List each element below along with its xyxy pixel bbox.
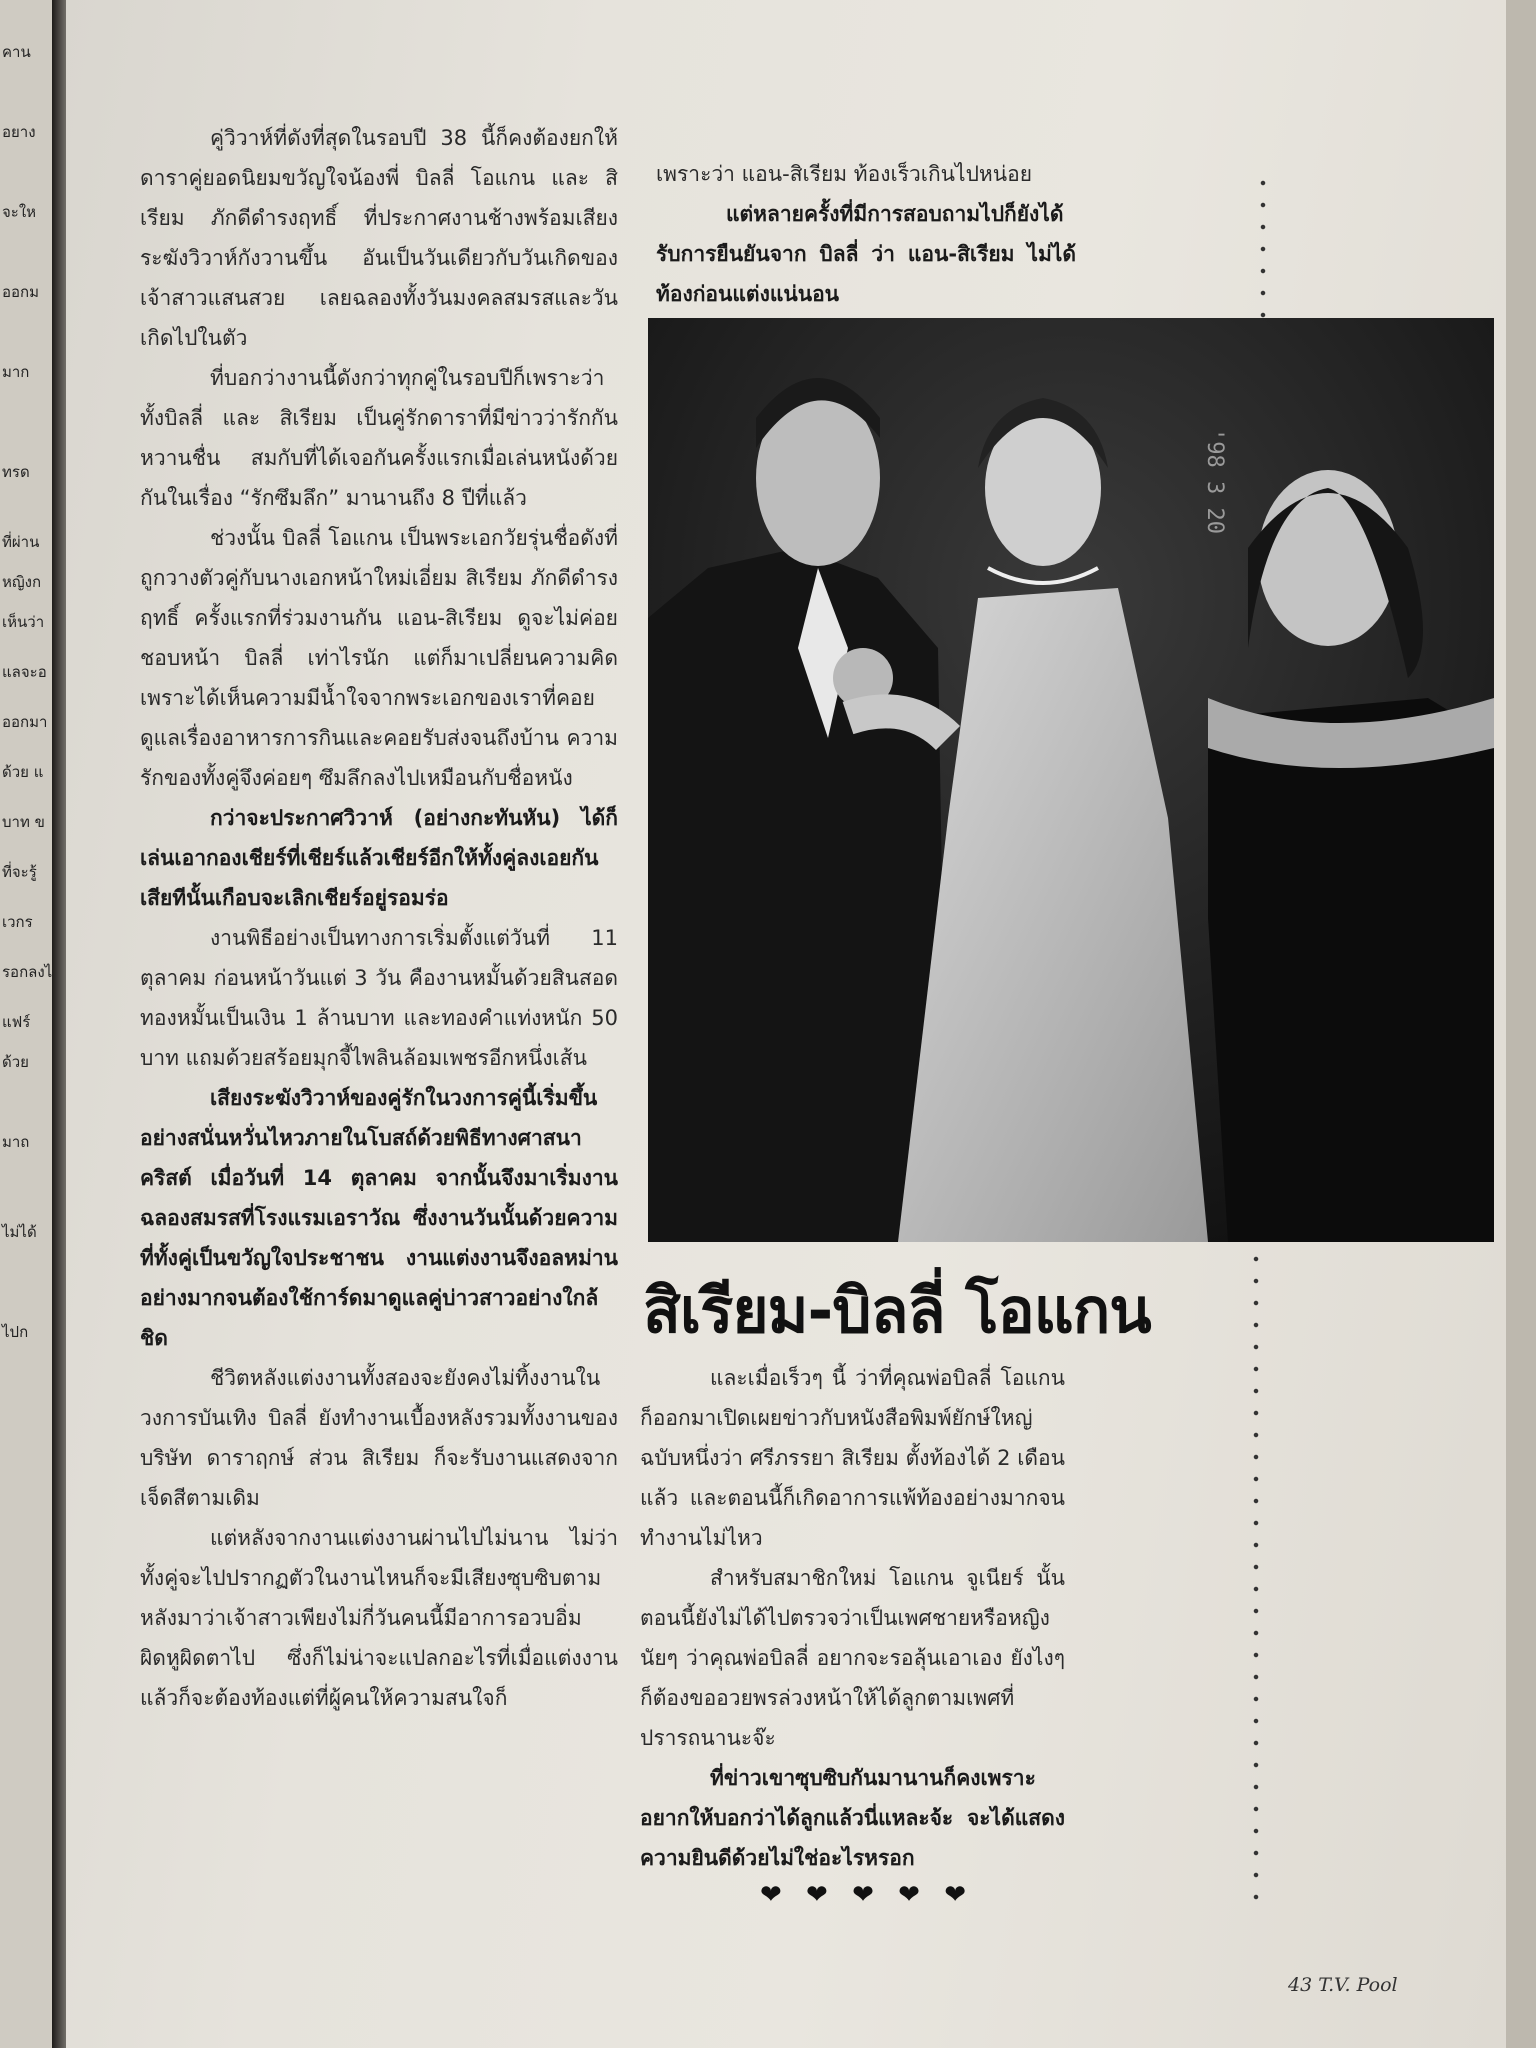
paragraph: ที่บอกว่างานนี้ดังกว่าทุกคู่ในรอบปีก็เพราะว่า ทั้งบิลลี่ และ สิเรียม เป็นคู่รักดาราที่มีข่าวว่ารักกันหวานชื่น สมกับที่ได้เจอกันครั้งแรกเมื่อเล่นหนังด้วยกันในเรื่อง “รักซึมลึก” มานานถึง 8 ปีที่แล้ว (140, 366, 618, 510)
left-page-edge (0, 0, 52, 2048)
left-margin-fragment: จะให (2, 203, 37, 221)
paragraph: เพราะว่า แอน-สิเรียม ท้องเร็วเกินไปหน่อย (656, 162, 1033, 186)
left-margin-fragment: รอกลงไ (2, 963, 52, 981)
left-margin-fragment: บาท ข (2, 813, 45, 831)
paragraph: งานพิธีอย่างเป็นทางการเริ่มตั้งแต่วันที่ 11 ตุลาคม ก่อนหน้าวันแต่ 3 วัน คืองานหมั้นด้วยสินสอดทองหมั้นเป็นเงิน 1 ล้านบาท และทองคำแท่งหนัก 50 บาท แถมด้วยสร้อยมุกจี้ไพลินล้อมเพชรอีกหนึ่งเส้น (140, 926, 618, 1070)
left-margin-fragment: ไม่ได้ (2, 1223, 37, 1241)
left-margin-fragment: มาถ (2, 1133, 30, 1151)
paragraph: กว่าจะประกาศวิวาห์ (อย่างกะทันหัน) ได้ก็เล่นเอากองเชียร์ที่เชียร์แล้วเชียร์อีกให้ทั้งคู่ลงเอยกันเสียทีนั้นเกือบจะเลิกเชียร์อยู่รอมร่อ (140, 806, 618, 910)
wedding-photo (648, 318, 1494, 1242)
paragraph: ช่วงนั้น บิลลี่ โอแกน เป็นพระเอกวัยรุ่นชื่อดังที่ถูกวางตัวคู่กับนางเอกหน้าใหม่เอี่ยม สิเรียม ภักดีดำรงฤทธิ์ ครั้งแรกที่ร่วมงานกัน แอน-สิเรียม ดูจะไม่ค่อยชอบหน้า บิลลี่ เท่าไรนัก แต่ก็มาเปลี่ยนความคิดเพราะได้เห็นความมีน้ำใจจากพระเอกของเราที่คอยดูแลเรื่องอาหารการกินและคอยรับส่งจนถึงบ้าน ความรักของทั้งคู่จึงค่อยๆ ซึมลึกลงไปเหมือนกับชื่อหนัง (140, 526, 618, 790)
dotted-divider (1260, 172, 1266, 334)
dotted-divider (1253, 1248, 1259, 1916)
photo-date-stamp: '98 3 20 (1202, 428, 1227, 534)
left-margin-fragment: คาน (2, 43, 31, 61)
left-margin-fragment: ทรด (2, 463, 30, 481)
left-margin-fragment: ด้วย (2, 1053, 29, 1071)
left-margin-fragment: ไปก (2, 1323, 29, 1341)
left-margin-fragment: แลจะอ (2, 663, 47, 681)
paragraph: แต่หลังจากงานแต่งงานผ่านไปไม่นาน ไม่ว่าทั้งคู่จะไปปรากฏตัวในงานไหนก็จะมีเสียงซุบซิบตามหลังมาว่าเจ้าสาวเพียงไม่กี่วันคนนี้มีอาการอวบอิ่มผิดหูผิดตาไป ซึ่งก็ไม่น่าจะแปลกอะไรที่เมื่อแต่งงานแล้วก็จะต้องท้องแต่ที่ผู้คนให้ความสนใจก็ (140, 1526, 618, 1710)
paragraph: คู่วิวาห์ที่ดังที่สุดในรอบปี 38 นี้ก็คงต้องยกให้ ดาราคู่ยอดนิยมขวัญใจน้องพี่ บิลลี่ โอแกน และ สิเรียม ภักดีดำรงฤทธิ์ ที่ประกาศงานช้างพร้อมเสียงระฆังวิวาห์กังวานขึ้น อันเป็นวันเดียวกับวันเกิดของเจ้าสาวแสนสวย เลยฉลองทั้งวันมงคลสมรสและวันเกิดไปในตัว (140, 126, 618, 350)
left-column-article (140, 118, 618, 1718)
page-footer: 43 T.V. Pool (1288, 1974, 1398, 1996)
left-margin-fragment: เห็นว่า (2, 613, 45, 631)
left-margin-fragment: ที่ผ่าน (2, 533, 40, 551)
left-margin-fragment: แฟร์ (2, 1013, 31, 1031)
left-margin-fragment: ที่จะรู้ (2, 863, 37, 881)
paragraph: ชีวิตหลังแต่งงานทั้งสองจะยังคงไม่ทิ้งงานในวงการบันเทิง บิลลี่ ยังทำงานเบื้องหลังรวมทั้งงานของ บริษัท ดาราฤกษ์ ส่วน สิเรียม ก็จะรับงานแสดงจากเจ็ดสีตามเดิม (140, 1366, 618, 1510)
paragraph: เสียงระฆังวิวาห์ของคู่รักในวงการคู่นี้เริ่มขึ้นอย่างสนั่นหวั่นไหวภายในโบสถ์ด้วยพิธีทางศาสนาคริสต์ เมื่อวันที่ 14 ตุลาคม จากนั้นจึงมาเริ่มงานฉลองสมรสที่โรงแรมเอราวัณ ซึ่งงานวันนั้นด้วยความที่ทั้งคู่เป็นขวัญใจประชาชน งานแต่งงานจึงอลหม่านอย่างมากจนต้องใช้การ์ดมาดูแลคู่บ่าวสาวอย่างใกล้ชิด (140, 1086, 618, 1350)
left-margin-fragment: มาก (2, 363, 30, 381)
left-margin-fragment: ด้วย แ (2, 763, 44, 781)
left-margin-fragment: หญิงก (2, 573, 42, 591)
headline: สิเรียม-บิลลี่ โอแกน (643, 1274, 1151, 1347)
left-margin-fragment: ออกมา (2, 713, 48, 731)
right-column-bottom (640, 1358, 1065, 1878)
left-margin-fragment: ออกม (2, 283, 39, 301)
photo-illustration (648, 318, 1494, 1242)
paragraph: แต่หลายครั้งที่มีการสอบถามไปก็ยังได้รับการยืนยันจาก บิลลี่ ว่า แอน-สิเรียม ไม่ได้ท้องก่อนแต่งแน่นอน (656, 202, 1076, 306)
hearts-divider: ❤ ❤ ❤ ❤ ❤ (760, 1880, 974, 1910)
right-column-top (656, 154, 1076, 314)
paragraph: และเมื่อเร็วๆ นี้ ว่าที่คุณพ่อบิลลี่ โอแกน ก็ออกมาเปิดเผยข่าวกับหนังสือพิมพ์ยักษ์ใหญ่ฉบับหนึ่งว่า ศรีภรรยา สิเรียม ตั้งท้องได้ 2 เดือนแล้ว และตอนนี้ก็เกิดอาการแพ้ท้องอย่างมากจนทำงานไม่ไหว (640, 1366, 1065, 1550)
left-margin-fragment: เวกร (2, 913, 33, 931)
paragraph: ที่ข่าวเขาซุบซิบกันมานานก็คงเพราะอยากให้บอกว่าได้ลูกแล้วนี่แหละจ้ะ จะได้แสดงความยินดีด้วยไม่ใช่อะไรหรอก (640, 1766, 1065, 1870)
left-margin-fragment: อยาง (2, 123, 36, 141)
page-right-edge (1506, 0, 1536, 2048)
paragraph: สำหรับสมาชิกใหม่ โอแกน จูเนียร์ นั้นตอนนี้ยังไม่ได้ไปตรวจว่าเป็นเพศชายหรือหญิง นัยๆ ว่าคุณพ่อบิลลี่ อยากจะรอลุ้นเอาเอง ยังไงๆ ก็ต้องขออวยพรล่วงหน้าให้ได้ลูกตามเพศที่ปรารถนานะจ๊ะ (640, 1566, 1065, 1750)
